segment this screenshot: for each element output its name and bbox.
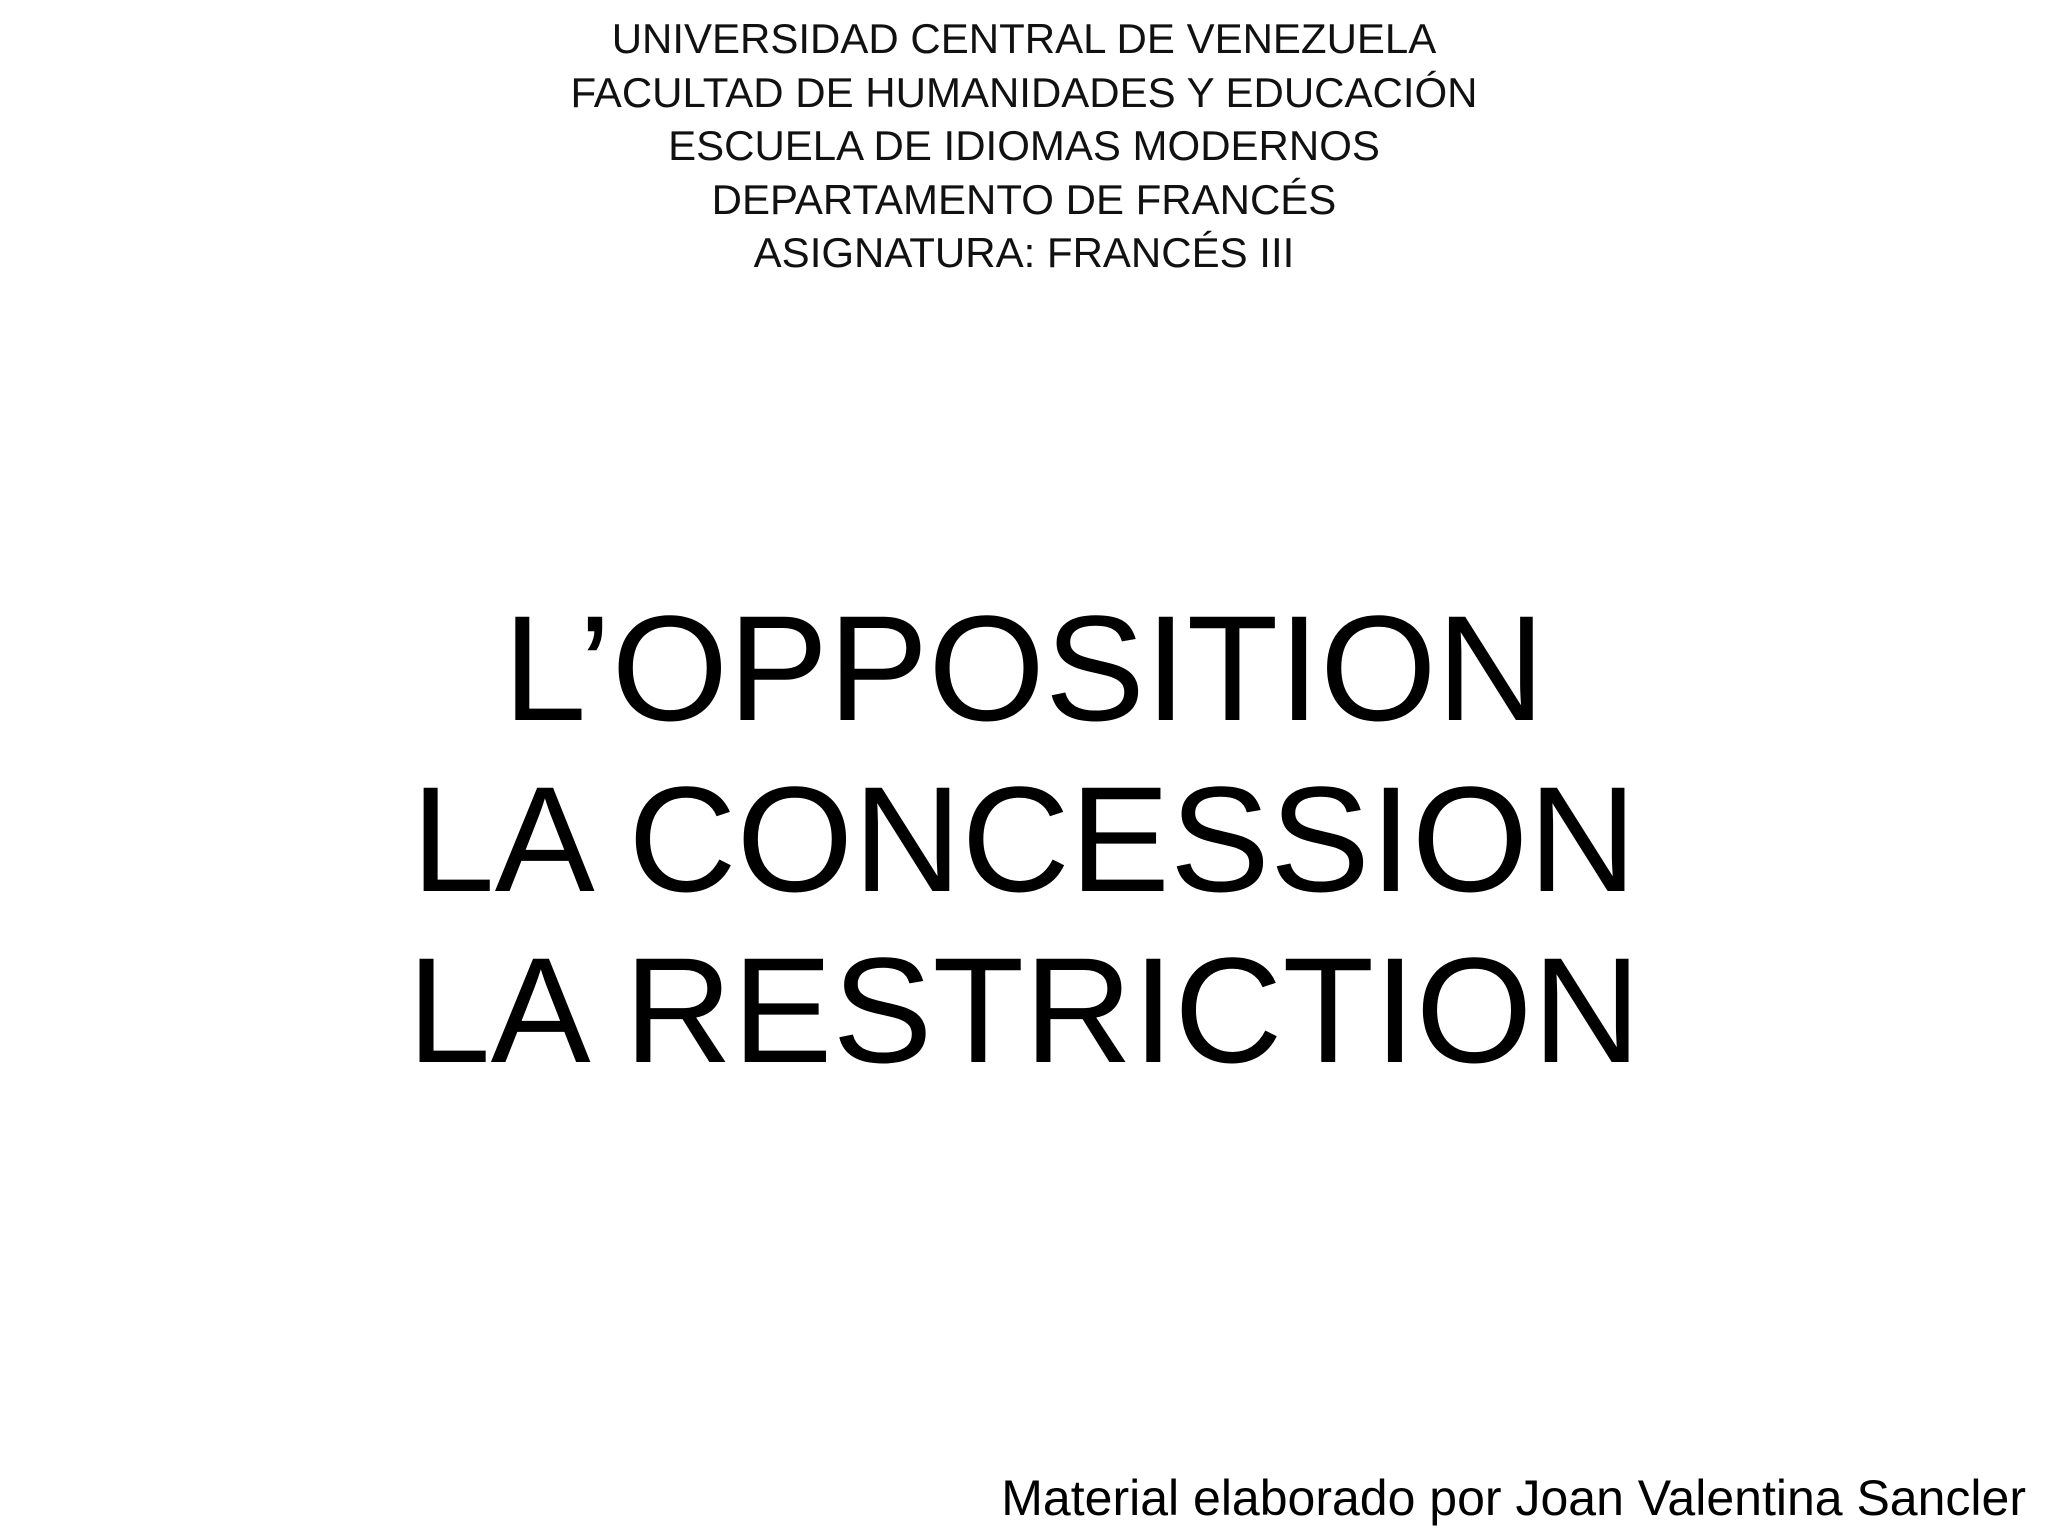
course-name: ASIGNATURA: FRANCÉS III bbox=[753, 229, 1295, 276]
institution-header bbox=[0, 12, 2048, 280]
slide-title bbox=[0, 583, 2048, 1096]
faculty-name: FACULTAD DE HUMANIDADES Y EDUCACIÓN bbox=[570, 68, 1478, 116]
title-line-concession: LA CONCESSION bbox=[411, 755, 1637, 923]
author-credit: Material elaborado por Joan Valentina Sancler bbox=[1001, 1470, 2026, 1526]
university-name: UNIVERSIDAD CENTRAL DE VENEZUELA bbox=[611, 15, 1437, 62]
title-line-restriction: LA RESTRICTION bbox=[407, 926, 1641, 1094]
department-name: DEPARTAMENTO DE FRANCÉS bbox=[711, 175, 1337, 223]
title-line-opposition: L’OPPOSITION bbox=[503, 584, 1545, 752]
school-name: ESCUELA DE IDIOMAS MODERNOS bbox=[668, 122, 1380, 169]
